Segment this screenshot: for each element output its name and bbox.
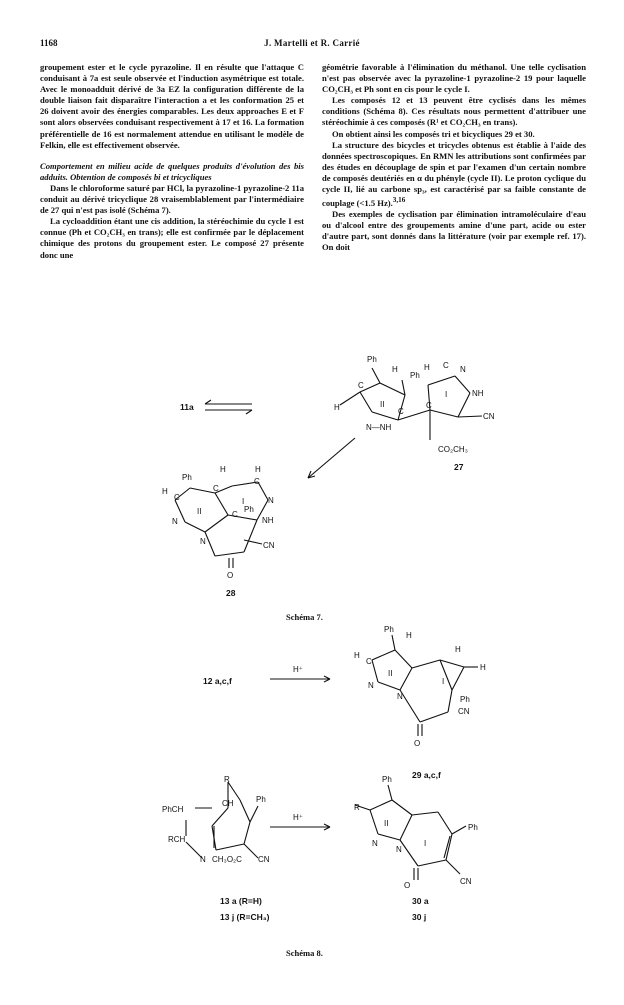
ring-label: I: [424, 839, 427, 848]
atom-label: N: [397, 692, 403, 701]
compound-28-atoms: [162, 465, 275, 598]
paragraph: La cycloaddition étant une cis addition, la stéréochimie du cycle I est connue (Ph et CO₂CH₃ en trans); elle est confirmée par le déplacement chimique des protons du groupement ester. Le composé 27 présente donc une: [40, 216, 304, 260]
reference-marker: 3,16: [392, 196, 406, 205]
atom-label: C: [174, 493, 180, 502]
atom-label: H: [220, 465, 226, 474]
atom-label: C: [366, 657, 372, 666]
atom-label: H: [162, 487, 168, 496]
running-title: J. Martelli et R. Carrié: [264, 38, 360, 48]
atom-label: C: [443, 361, 449, 370]
atom-label: H: [354, 651, 360, 660]
paragraph: Dans le chloroforme saturé par HCl, la pyrazoline-1 pyrazoline-2 11a conduit au dérivé tricyclique 28 vraisemblablement par l'intermédiaire de 27 qui n'est pas isolé (Schéma 7).: [40, 182, 304, 216]
compound-number: 13 a (R=H): [220, 896, 262, 906]
atom-label: H: [334, 403, 340, 412]
atom-label: N: [268, 496, 274, 505]
atom-label: N: [200, 537, 206, 546]
ring-label: I: [242, 497, 245, 506]
compound-number: 30 a: [412, 896, 429, 906]
paragraph-text: La structure des bicycles et tricycles obtenus est établie à l'aide des données spectroscopiques. En RMN les attributions sont confirmées par des études en découplage de spin et par l'examen d'un certain nombre de composés deutériés en α du phényle (cycle II). Le proton cyclique du cycle II, lié au carbone sp₃, est caractérisé par sa faible constante de couplage (<1.5 Hz).: [322, 139, 586, 208]
section-title: Comportement en milieu acide de quelques produits d'évolution des bis adduits. Obtention de composés bi et tricycliques: [40, 160, 304, 182]
atom-label: NH: [262, 516, 274, 525]
atom-label: C: [254, 477, 260, 486]
atom-label: NH: [472, 389, 484, 398]
compound-29-atoms: [354, 625, 486, 748]
atom-label: Ph: [384, 625, 394, 634]
atom-label: N: [372, 839, 378, 848]
atom-label: Ph: [382, 775, 392, 784]
atom-label: H: [424, 363, 430, 372]
atom-label: H: [392, 365, 398, 374]
atom-label: O: [414, 739, 421, 748]
atom-label: Ph: [410, 371, 420, 380]
atom-label: R: [224, 775, 230, 784]
compound-number: 28: [226, 588, 236, 598]
atom-label: CN: [483, 412, 495, 421]
atom-label: CH: [222, 799, 234, 808]
atom-label: N—NH: [366, 423, 392, 432]
atom-label: Ph: [244, 505, 254, 514]
atom-label: H: [455, 645, 461, 654]
ring-label: II: [380, 400, 385, 409]
atom-label: Ph: [460, 695, 470, 704]
atom-label: H: [480, 663, 486, 672]
atom-label: O: [227, 571, 234, 580]
atom-label: C: [213, 484, 219, 493]
atom-label: N: [396, 845, 402, 854]
compound-number: 30 j: [412, 912, 427, 922]
atom-label: CN: [258, 855, 270, 864]
atom-label: Ph: [256, 795, 266, 804]
atom-label: H: [255, 465, 261, 474]
atom-label: Ph: [367, 355, 377, 364]
atom-label: RCH: [168, 835, 186, 844]
paragraph: Les composés 12 et 13 peuvent être cyclisés dans les mêmes conditions (Schéma 8). Ces résultats nous permettent d'attribuer une stéréochimie à ces composés (R¹ et CO₂CH₃ en trans).: [322, 95, 586, 128]
ring-label: II: [388, 669, 393, 678]
reagent-label: H⁺: [293, 665, 303, 674]
atom-label: CH₃O₂C: [212, 855, 242, 864]
ring-label: I: [442, 677, 445, 686]
reagent-label: H⁺: [293, 813, 303, 822]
atom-label: CO₂CH₃: [438, 445, 468, 454]
atom-label: CN: [458, 707, 470, 716]
compound-number: 27: [454, 462, 464, 472]
compound-number: 29 a,c,f: [412, 770, 441, 780]
reactant-label: 12 a,c,f: [203, 676, 232, 686]
atom-label: H: [406, 631, 412, 640]
atom-label: CN: [460, 877, 472, 886]
paragraph: géométrie favorable à l'élimination du méthanol. Une telle cyclisation n'est pas observée avec la pyrazoline-1 pyrazoline-2 19 pour laquelle CO₂CH₃ et Ph sont en cis pour le cycle I.: [322, 62, 586, 95]
atom-label: C: [398, 407, 404, 416]
paragraph: On obtient ainsi les composés tri et bicycliques 29 et 30.: [332, 128, 535, 139]
atom-label: CN: [263, 541, 275, 550]
reactant-label: 11a: [180, 402, 194, 412]
ring-label: I: [445, 390, 448, 399]
atom-label: O: [404, 881, 411, 890]
atom-label: C: [426, 401, 432, 410]
atom-label: PhCH: [162, 805, 184, 814]
paragraph: Des exemples de cyclisation par élimination intramoléculaire d'eau ou d'alcool entre des groupements amine d'une part, acide ou ester d'autre part, sont donnés dans la littérature (voir par exemple ref. 17). On doit: [322, 209, 586, 253]
atom-label: N: [172, 517, 178, 526]
atom-label: N: [460, 365, 466, 374]
compound-number: 13 j (R=CH₃): [220, 912, 270, 922]
atom-label: Ph: [182, 473, 192, 482]
figure-caption: Schéma 8.: [286, 948, 323, 958]
atom-label: C: [232, 510, 238, 519]
ring-label: II: [197, 507, 202, 516]
compound-27-atoms: [334, 355, 495, 472]
ring-label: II: [384, 819, 389, 828]
page-number: 1168: [40, 38, 58, 48]
atom-label: N: [368, 681, 374, 690]
atom-label: N: [200, 855, 206, 864]
figure-caption: Schéma 7.: [286, 612, 323, 622]
atom-label: Ph: [468, 823, 478, 832]
atom-label: R: [354, 803, 360, 812]
atom-label: C: [358, 381, 364, 390]
compound-13-atoms: [162, 775, 270, 864]
paragraph: groupement ester et le cycle pyrazoline. Il en résulte que l'attaque C conduisant à 7a est seule observée et l'induction asymétrique est totale. Avec le monoadduit dérivé de 3a EZ la configuration différente de la double liaison fait disparaître l'interaction a et les conformation 25 et 26 doivent avoir des énergies comparables. Les deux approaches E et F sont alors observées conduisant respectivement à 17 et 16. La formation préférentielle de 16 est normalement attendue en utilisant le modèle de Felkin, elle est effectivement observée.: [40, 62, 304, 150]
